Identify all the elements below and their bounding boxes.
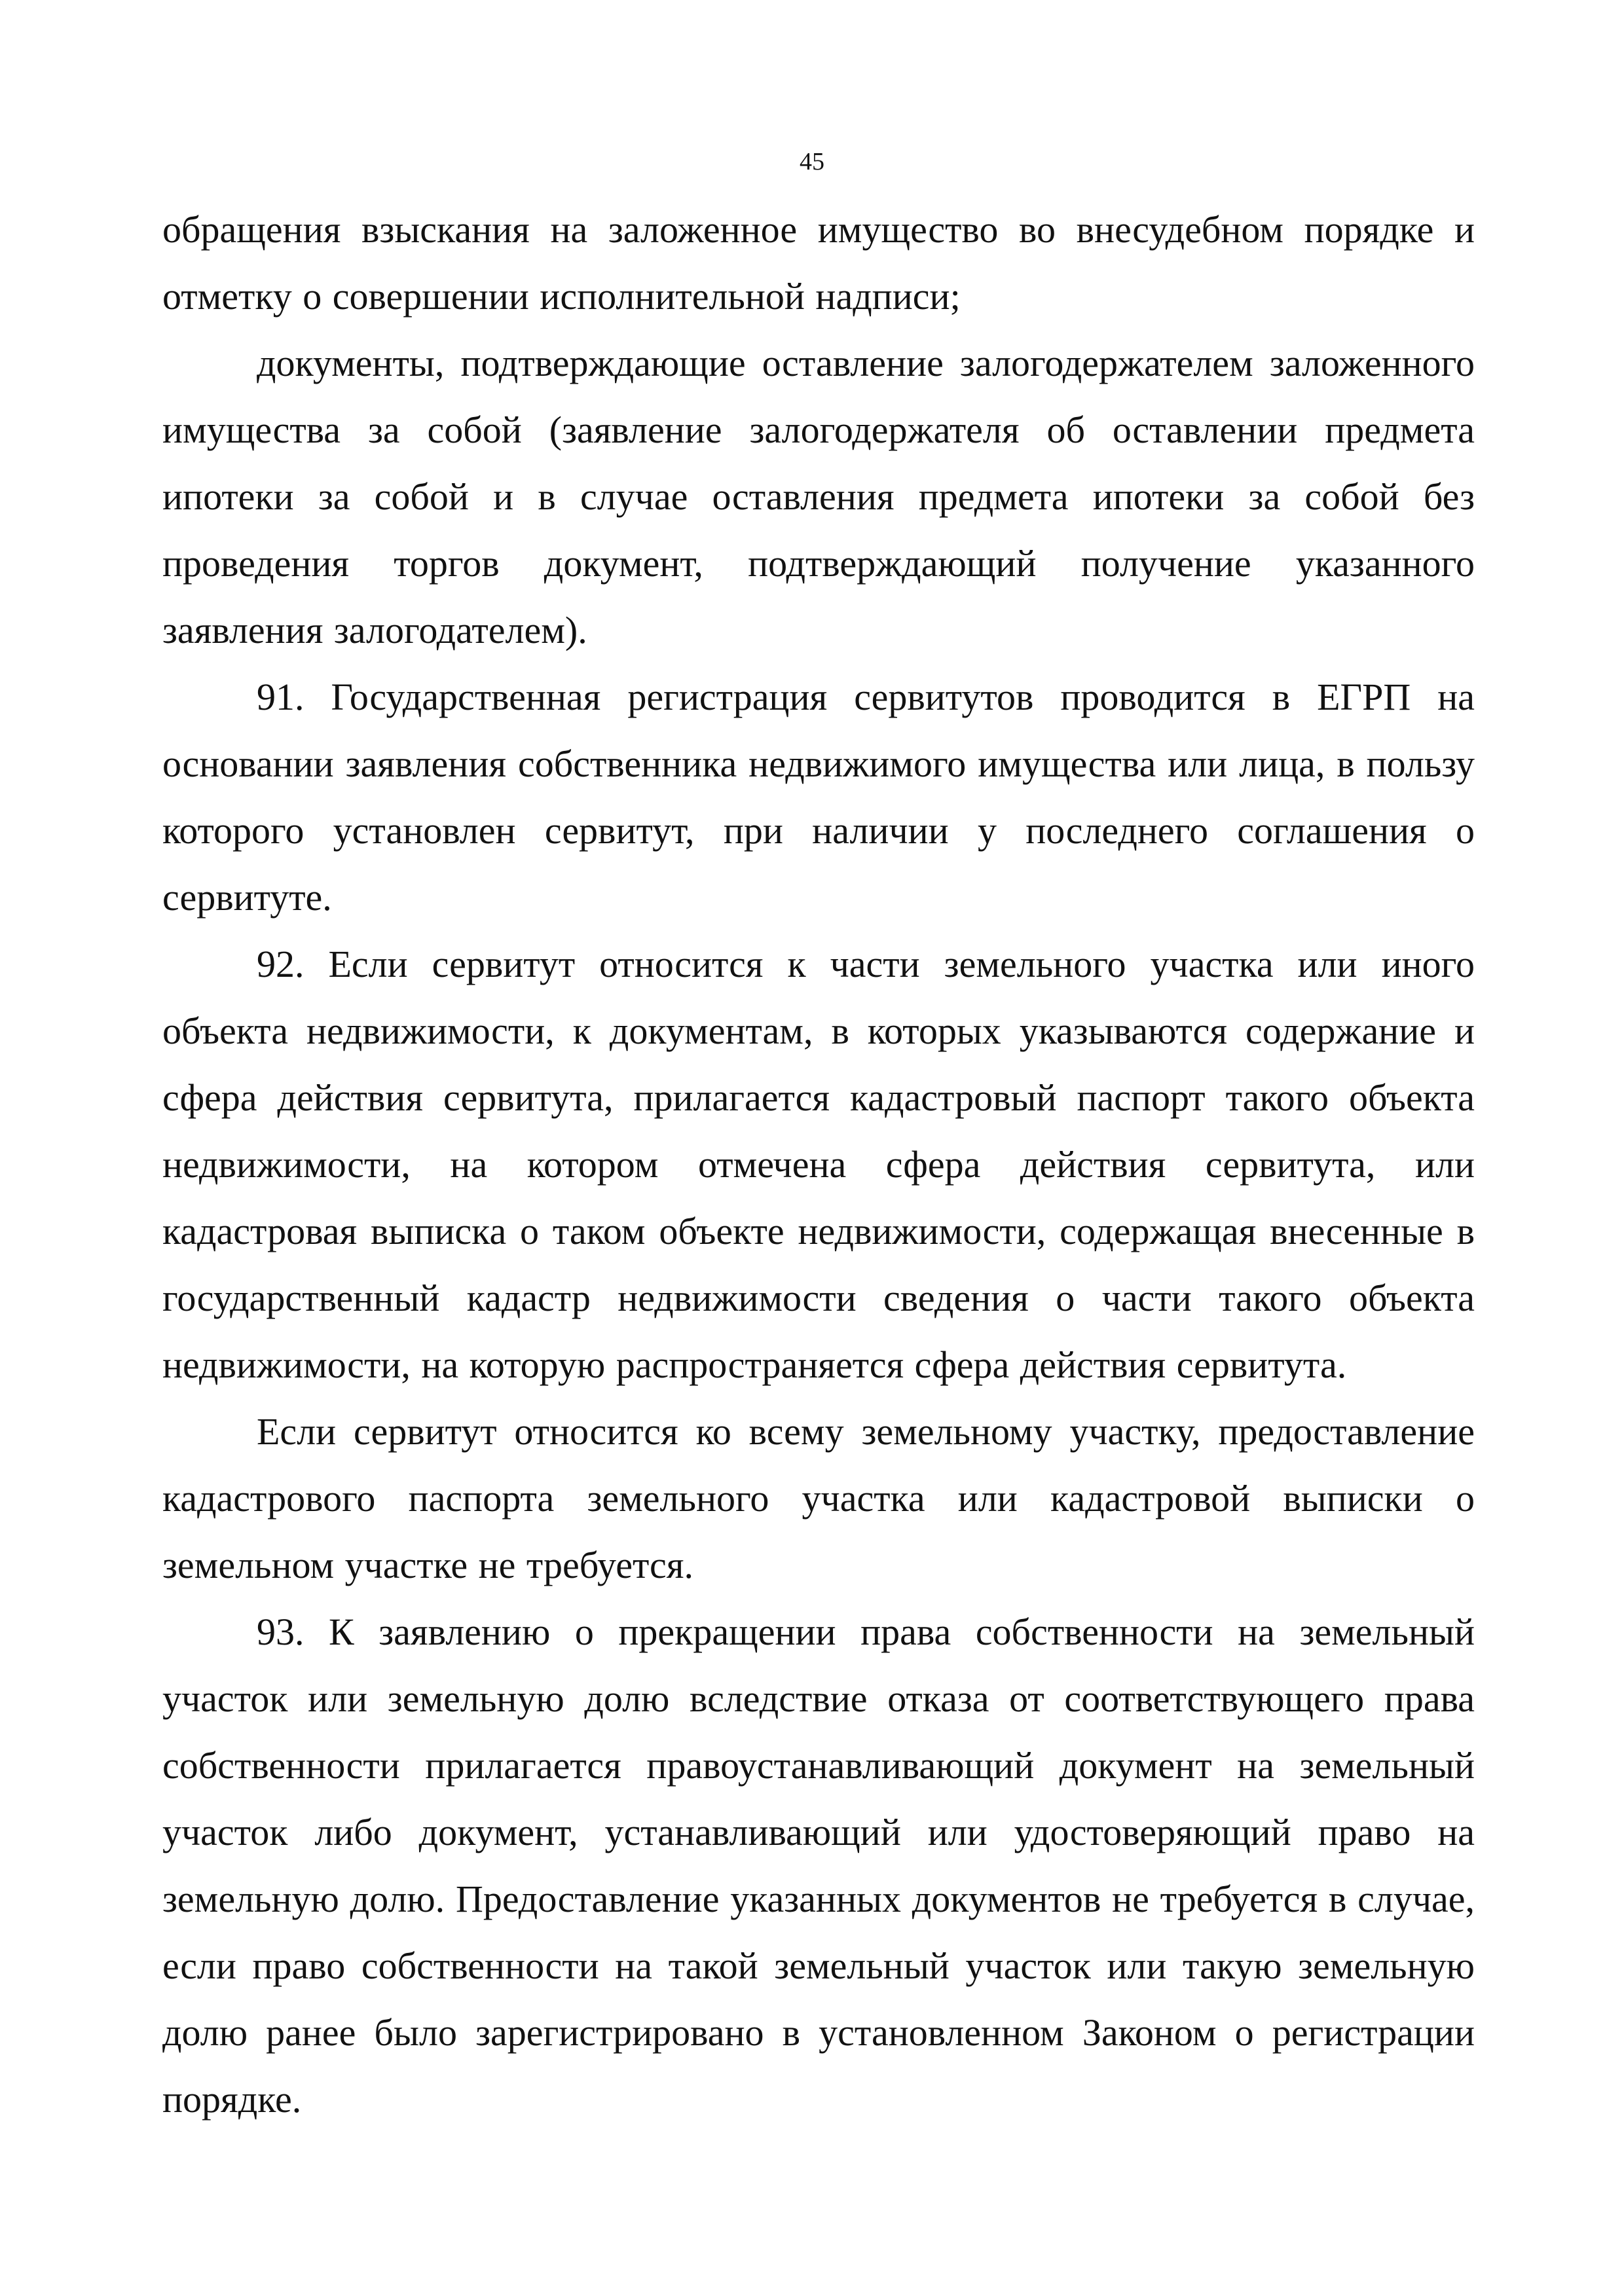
paragraph-93: 93. К заявлению о прекращении права собственности на земельный участок или земельную долю вследствие отказа от соответствующего права собственности прилагается правоустанавливающий документ на земельный участок либо документ, устанавливающий или удостоверяющий право на земельную долю. Предоставление указанных документов не требуется в случае, если право собственности на такой земельный участок или такую земельную долю ранее было зарегистрировано в установленном Законом о регистрации порядке.: [162, 1611, 1475, 2121]
paragraph-92-continued: Если сервитут относится ко всему земельному участку, предоставление кадастрового паспорта земельного участка или кадастровой выписки о земельном участке не требуется.: [162, 1410, 1475, 1586]
paragraph-92: 92. Если сервитут относится к части земельного участка или иного объекта недвижимости, к документам, в которых указываются содержание и сфера действия сервитута, прилагается кадастровый паспорт такого объекта недвижимости, на котором отмечена сфера действия сервитута, или кадастровая выписка о таком объекте недвижимости, содержащая внесенные в государственный кадастр недвижимости сведения о части такого объекта недвижимости, на которую распространяется сфера действия сервитута.: [162, 943, 1475, 1386]
page-number: 45: [800, 148, 824, 175]
document-body: [162, 196, 1475, 2133]
paragraph-91: 91. Государственная регистрация сервитутов проводится в ЕГРП на основании заявления собственника недвижимого имущества или лица, в пользу которого установлен сервитут, при наличии у последнего соглашения о сервитуте.: [162, 676, 1475, 919]
paragraph-continuation: обращения взыскания на заложенное имущество во внесудебном порядке и отметку о совершении исполнительной надписи;: [162, 208, 1475, 318]
paragraph-mortgage-documents: документы, подтверждающие оставление залогодержателем заложенного имущества за собой (заявление залогодержателя об оставлении предмета ипотеки за собой и в случае оставления предмета ипотеки за собой без проведения торгов документ, подтверждающий получение указанного заявления залогодателем).: [162, 342, 1475, 651]
